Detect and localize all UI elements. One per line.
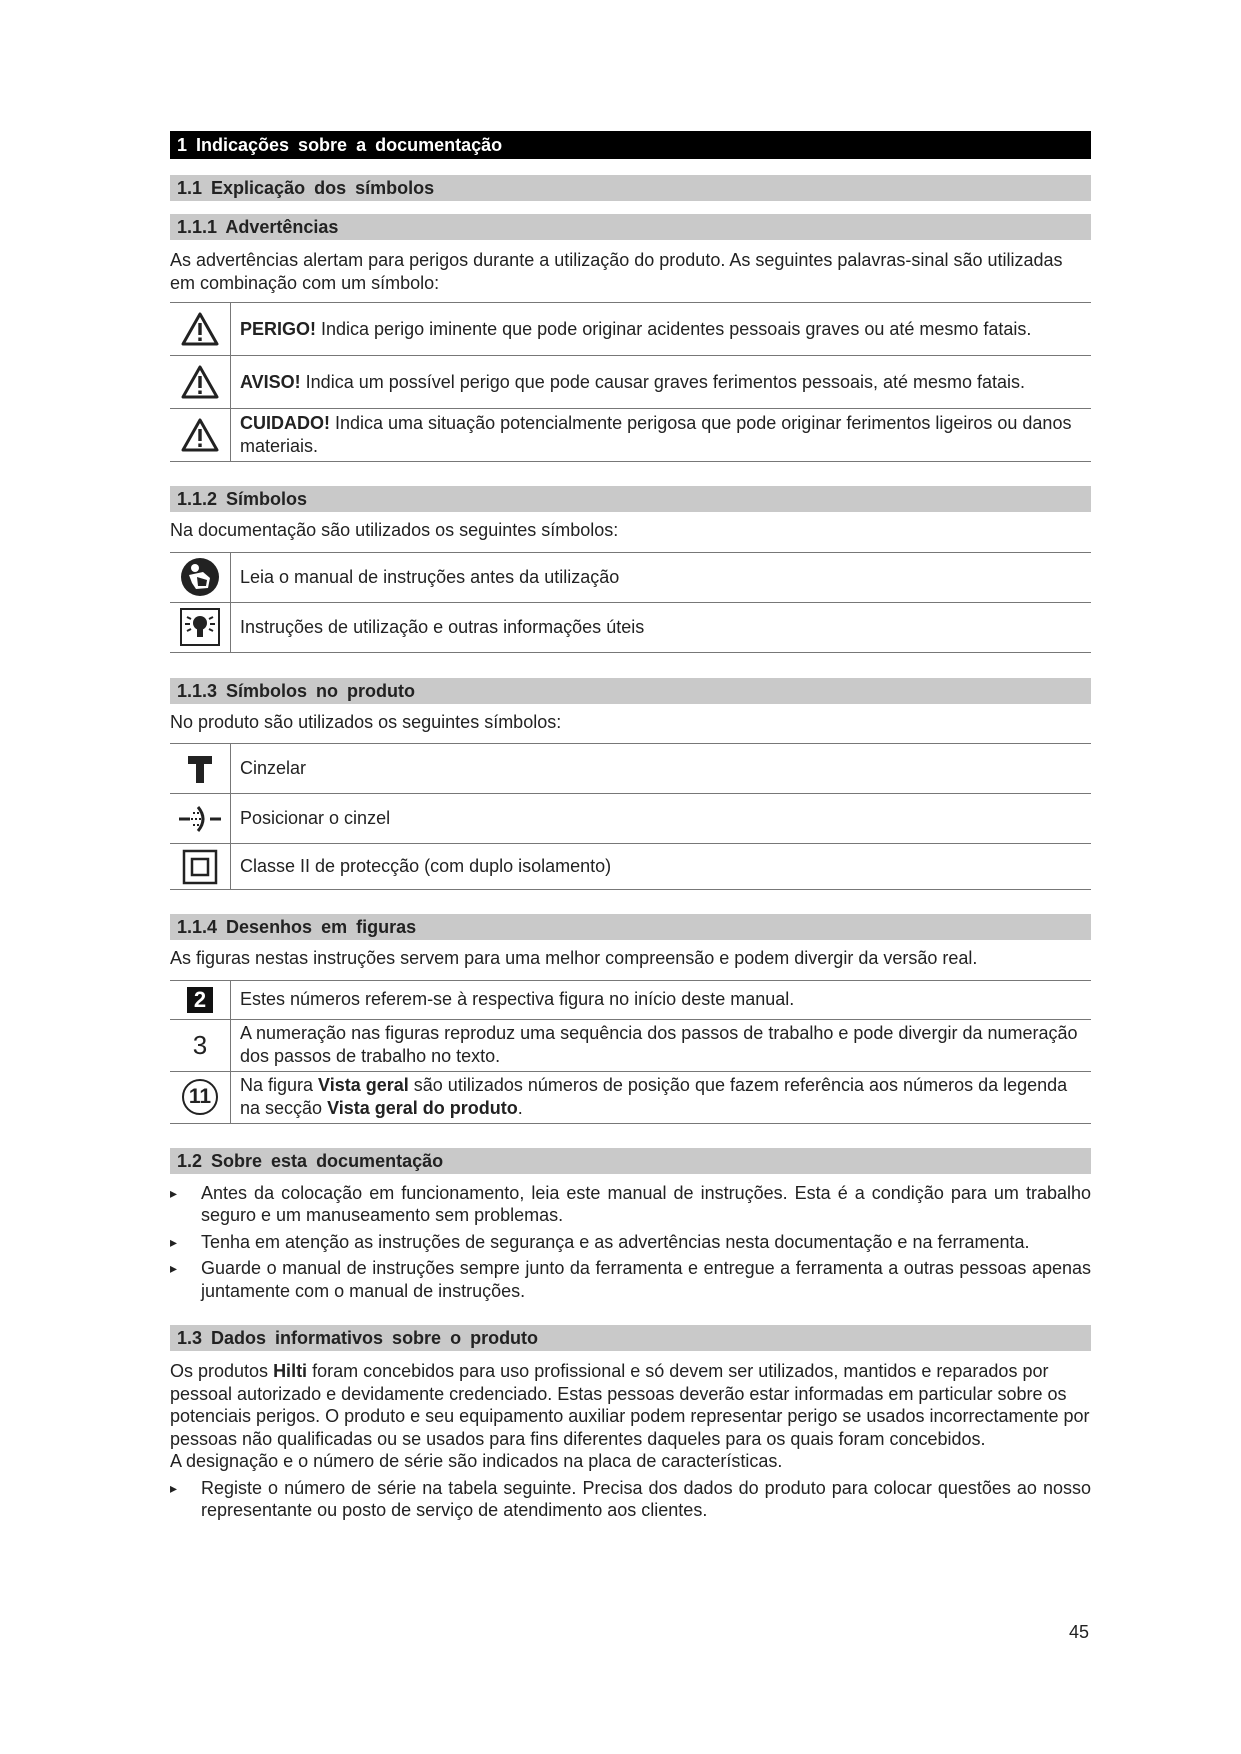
warning-desc: Indica uma situação potencialmente perigosa que pode originar ferimentos ligeiros ou danos materiais. xyxy=(240,413,1072,456)
figure-ref-row xyxy=(170,980,1091,1019)
warnings-intro: As advertências alertam para perigos durante a utilização do produto. As seguintes palavras-sinal são utilizadas em combinação com um símbolo: xyxy=(170,250,1063,293)
symbol-row xyxy=(170,744,1091,794)
document-page xyxy=(170,131,1091,1526)
text-run: Os produtos xyxy=(170,1361,274,1381)
section-1-1-2-heading: 1.1.2 Símbolos xyxy=(170,486,1091,512)
warning-text xyxy=(231,356,1092,409)
symbols-intro: Na documentação são utilizados os seguintes símbolos: xyxy=(170,520,619,540)
warning-term-aviso: AVISO! xyxy=(240,371,301,392)
symbol-text: Classe II de protecção (com duplo isolamento) xyxy=(231,844,1092,890)
product-symbols-intro: No produto são utilizados os seguintes símbolos: xyxy=(170,711,562,732)
warning-triangle-icon xyxy=(180,364,220,400)
figure-ref-row xyxy=(170,1019,1091,1071)
list-item: ▸ Tenha em atenção as instruções de segurança e as advertências nesta documentação e na ferramenta. xyxy=(170,1231,1091,1254)
figures-intro: As figuras nestas instruções servem para uma melhor compreensão e podem divergir da versão real. xyxy=(170,948,978,968)
position-number-circle: 11 xyxy=(182,1079,218,1115)
section-1-1-3-heading: 1.1.3 Símbolos no produto xyxy=(170,678,1091,704)
section-1-1-4-heading: 1.1.4 Desenhos em figuras xyxy=(170,914,1091,940)
warning-triangle-icon xyxy=(180,417,220,453)
step-number: 3 xyxy=(192,1029,208,1060)
symbol-row xyxy=(170,602,1091,652)
symbol-text: Instruções de utilização e outras informações úteis xyxy=(231,602,1092,652)
warning-desc: Indica um possível perigo que pode causar graves ferimentos pessoais, até mesmo fatais. xyxy=(300,371,1026,392)
product-info-bullets xyxy=(170,1477,1091,1522)
text-run: foram concebidos para uso profissional e só devem ser utilizados, mantidos e reparados por pessoal autorizado e devidamente credenciado. Estas pessoas deverão estar informadas em particular sobre os potenciais perigos. O produto e seu equipamento auxiliar podem representar perigo se usados incorrectamente por pessoas não qualificadas ou se usados para fins diferentes daqueles para os quais foram concebidos. xyxy=(170,1361,1090,1449)
section-1-heading: 1 Indicações sobre a documentação xyxy=(170,131,1091,159)
doc-symbols-table xyxy=(170,552,1091,653)
figure-ref-text xyxy=(231,1071,1092,1123)
symbol-text: Leia o manual de instruções antes da utilização xyxy=(231,552,1092,602)
warning-text xyxy=(231,409,1092,462)
text-run: . xyxy=(517,1098,523,1118)
list-item: ▸ Registe o número de série na tabela seguinte. Precisa dos dados do produto para colocar questões ao nosso representante ou posto de serviço de atendimento aos clientes. xyxy=(170,1477,1091,1522)
warning-triangle-icon xyxy=(180,311,220,347)
documentation-bullets xyxy=(170,1182,1091,1303)
figure-number-badge: 2 xyxy=(187,987,213,1013)
text-run: Na figura xyxy=(240,1075,319,1095)
warning-desc: Indica perigo iminente que pode originar acidentes pessoais graves ou até mesmo fatais. xyxy=(316,318,1032,339)
warning-term-cuidado: CUIDADO! xyxy=(240,413,330,433)
info-lamp-icon xyxy=(179,607,221,647)
bold-term: Vista geral do produto xyxy=(327,1098,518,1118)
list-item: ▸ Guarde o manual de instruções sempre junto da ferramenta e entregue a ferramenta a outras pessoas apenas juntamente com o manual de instruções. xyxy=(170,1257,1091,1302)
product-symbols-table xyxy=(170,743,1091,890)
symbol-row xyxy=(170,844,1091,890)
symbol-text: Posicionar o cinzel xyxy=(231,794,1092,844)
list-item: ▸ Antes da colocação em funcionamento, leia este manual de instruções. Esta é a condição para um trabalho seguro e um manuseamento sem problemas. xyxy=(170,1182,1091,1227)
figure-ref-row xyxy=(170,1071,1091,1123)
read-manual-icon xyxy=(179,556,221,598)
symbol-row xyxy=(170,552,1091,602)
figure-refs-table xyxy=(170,980,1091,1124)
serial-number-paragraph: A designação e o número de série são indicados na placa de características. xyxy=(170,1451,783,1471)
warning-row xyxy=(170,409,1091,462)
double-insulation-icon xyxy=(182,849,218,885)
warning-row xyxy=(170,356,1091,409)
section-1-1-1-heading: 1.1.1 Advertências xyxy=(170,214,1091,240)
warning-term-perigo: PERIGO! xyxy=(240,318,317,339)
symbol-row xyxy=(170,794,1091,844)
warning-row xyxy=(170,303,1091,356)
figure-ref-text: Estes números referem-se à respectiva figura no início deste manual. xyxy=(231,980,1092,1019)
symbol-text: Cinzelar xyxy=(231,744,1092,794)
section-1-3-heading: 1.3 Dados informativos sobre o produto xyxy=(170,1325,1091,1351)
product-info-paragraph xyxy=(170,1360,1091,1450)
chisel-position-icon xyxy=(177,803,223,835)
page-number: 45 xyxy=(1069,1622,1090,1642)
figure-ref-text: A numeração nas figuras reproduz uma sequência dos passos de trabalho e pode divergir da numeração dos passos de trabalho no texto. xyxy=(231,1019,1092,1071)
chisel-icon xyxy=(184,753,216,785)
brand-name: Hilti xyxy=(273,1361,308,1381)
section-1-2-heading: 1.2 Sobre esta documentação xyxy=(170,1148,1091,1174)
warnings-table xyxy=(170,302,1091,462)
warning-text xyxy=(231,303,1092,356)
section-1-1-heading: 1.1 Explicação dos símbolos xyxy=(170,175,1091,201)
text-run: são utilizados números de posição que fazem referência aos números da legenda na secção xyxy=(240,1075,1068,1118)
bold-term: Vista geral xyxy=(318,1075,409,1095)
